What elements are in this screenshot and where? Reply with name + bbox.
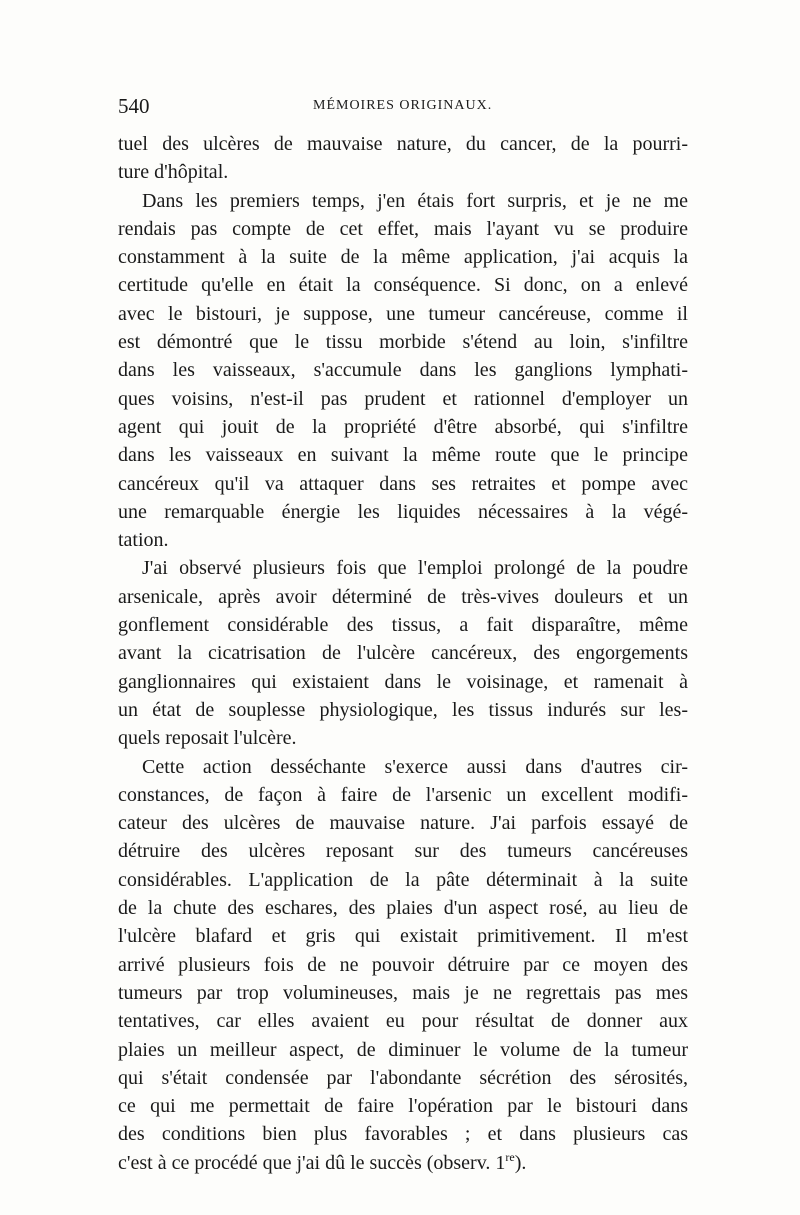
text-line: avec le bistouri, je suppose, une tumeur cancéreuse, comme il <box>118 302 688 325</box>
text-line-content: c'est à ce procédé que j'ai dû le succès (observ. 1 <box>118 1151 506 1174</box>
text-line: rendais pas compte de cet effet, mais l'ayant vu se produire <box>118 217 688 240</box>
page-number: 540 <box>118 94 150 118</box>
text-line: certitude qu'elle en était la conséquence. Si donc, on a enlevé <box>118 274 688 297</box>
text-line: cateur des ulcères de mauvaise nature. J'ai parfois essayé de <box>118 812 688 835</box>
text-line: agent qui jouit de la propriété d'être absorbé, qui s'infiltre <box>118 415 688 438</box>
text-line: tation. <box>118 529 169 552</box>
text-line: cancéreux qu'il va attaquer dans ses retraites et pompe avec <box>118 472 688 495</box>
running-title: MÉMOIRES ORIGINAUX. <box>313 98 493 113</box>
text-line: tumeurs par trop volumineuses, mais je ne regrettais pas mes <box>118 981 688 1004</box>
text-line: ganglionnaires qui existaient dans le voisinage, et ramenait à <box>118 670 688 693</box>
text-line: constances, de façon à faire de l'arsenic un excellent modifi- <box>118 783 688 806</box>
text-line: Dans les premiers temps, j'en étais fort surpris, et je ne me <box>142 189 688 212</box>
text-line: constamment à la suite de la même application, j'ai acquis la <box>118 246 688 269</box>
text-line: gonflement considérable des tissus, a fait disparaître, même <box>118 614 688 637</box>
text-line: tuel des ulcères de mauvaise nature, du cancer, de la pourri- <box>118 133 688 155</box>
paragraph <box>118 753 688 1177</box>
text-line: ques voisins, n'est-il pas prudent et rationnel d'employer un <box>118 387 688 410</box>
paragraph <box>118 130 688 187</box>
text-line: qui s'était condensée par l'abondante sécrétion des sérosités, <box>118 1066 688 1089</box>
text-line: arsenicale, après avoir déterminé de très-vives douleurs et un <box>118 585 688 608</box>
text-line: ture d'hôpital. <box>118 161 229 184</box>
text-line: plaies un meilleur aspect, de diminuer le volume de la tumeur <box>118 1038 688 1061</box>
text-line: un état de souplesse physiologique, les tissus indurés sur les- <box>118 698 688 721</box>
text-line: tentatives, car elles avaient eu pour résultat de donner aux <box>118 1010 688 1033</box>
text-line: considérables. L'application de la pâte déterminait à la suite <box>118 868 688 891</box>
closing-punctuation: ). <box>514 1151 527 1174</box>
text-line: une remarquable énergie les liquides nécessaires à la végé- <box>118 500 688 523</box>
text-line: avant la cicatrisation de l'ulcère cancéreux, des engorgements <box>118 642 688 665</box>
running-head <box>118 94 688 120</box>
text-line: détruire des ulcères reposant sur des tumeurs cancéreuses <box>118 840 688 863</box>
body-text <box>118 130 688 1177</box>
text-line: de la chute des eschares, des plaies d'un aspect rosé, au lieu de <box>118 897 688 920</box>
text-line: des conditions bien plus favorables ; et dans plusieurs cas <box>118 1123 688 1146</box>
text-line: dans les vaisseaux, s'accumule dans les ganglions lymphati- <box>118 359 688 382</box>
paragraph <box>118 187 688 555</box>
text-line: l'ulcère blafard et gris qui existait primitivement. Il m'est <box>118 925 688 948</box>
text-line: ce qui me permettait de faire l'opération par le bistouri dans <box>118 1095 688 1118</box>
text-line: Cette action desséchante s'exerce aussi dans d'autres cir- <box>142 755 688 778</box>
text-line: J'ai observé plusieurs fois que l'emploi prolongé de la poudre <box>142 557 688 580</box>
text-line: arrivé plusieurs fois de ne pouvoir détruire par ce moyen des <box>118 953 688 976</box>
text-line: quels reposait l'ulcère. <box>118 727 297 750</box>
ordinal-superscript: re <box>505 1149 515 1164</box>
paragraph <box>118 554 688 752</box>
text-line <box>118 1149 688 1177</box>
text-line: est démontré que le tissu morbide s'étend au loin, s'infiltre <box>118 331 688 354</box>
text-line: dans les vaisseaux en suivant la même route que le principe <box>118 444 688 467</box>
